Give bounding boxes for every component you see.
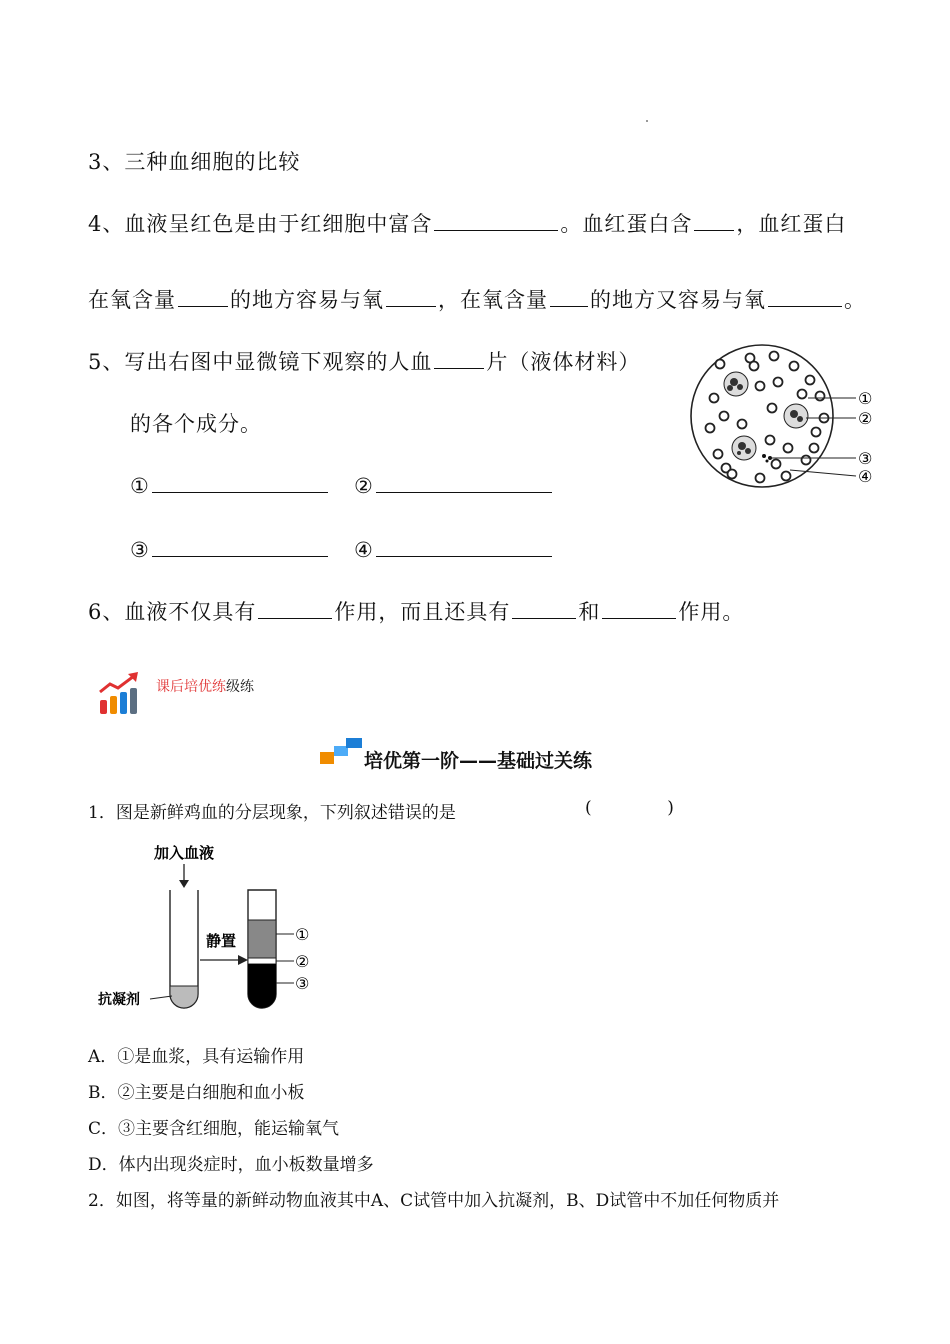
red-blood-cell	[756, 474, 765, 483]
red-blood-cell	[806, 376, 815, 385]
red-blood-cell	[738, 420, 747, 429]
tube-label-stand: 静置	[206, 932, 237, 950]
step-icon	[320, 736, 364, 768]
red-blood-cell	[770, 352, 779, 361]
red-blood-cell	[774, 378, 783, 387]
red-blood-cell	[716, 360, 725, 369]
blank-component-3[interactable]	[152, 534, 328, 557]
blank-component-4[interactable]	[376, 534, 552, 557]
q5-answer-3	[130, 534, 330, 562]
option-d[interactable]: D．体内出现炎症时，血小板数量增多	[88, 1155, 374, 1175]
option-a[interactable]: A．①是血浆，具有运输作用	[88, 1047, 305, 1067]
red-blood-cell	[798, 390, 807, 399]
section-heading	[156, 676, 254, 696]
red-blood-cell	[816, 392, 825, 401]
q4-text-4: 在氧含量	[88, 288, 176, 312]
red-blood-cell	[714, 450, 723, 459]
stage-title: 培优第一阶——基础过关练	[364, 750, 593, 772]
red-blood-cell	[706, 424, 715, 433]
q6-text-4: 作用。	[678, 600, 745, 624]
q5-answer-2	[354, 470, 554, 498]
growth-chart-icon	[98, 670, 142, 716]
q5-marker-2: ②	[354, 474, 374, 498]
q5-marker-3: ③	[130, 538, 150, 562]
page-dot	[646, 120, 648, 122]
red-blood-cell	[812, 428, 821, 437]
q4-text-7: 的地方又容易与氧	[590, 288, 766, 312]
red-blood-cell	[728, 470, 737, 479]
question-6	[88, 596, 744, 626]
blank-function-2[interactable]	[512, 596, 576, 619]
q6-text-3: 和	[578, 600, 601, 624]
red-blood-cell	[720, 412, 729, 421]
q5-answer-1	[130, 470, 330, 498]
blank-component-1[interactable]	[152, 470, 328, 493]
q5-text-1: 5、写出右图中显微镜下观察的人血	[88, 350, 433, 374]
blank-component-2[interactable]	[376, 470, 552, 493]
tube-label-add-blood: 加入血液	[154, 844, 215, 862]
red-blood-cell	[710, 394, 719, 403]
blank-function-3[interactable]	[602, 596, 676, 619]
problem-2-stem: 2．如图，将等量的新鲜动物血液其中A、C试管中加入抗凝剂，B、D试管中不加任何物质并	[88, 1191, 780, 1211]
blank-hemoglobin[interactable]	[434, 208, 558, 231]
smear-label-1: ①	[858, 389, 873, 408]
blank-function-1[interactable]	[258, 596, 332, 619]
question-5-line-1	[88, 346, 640, 376]
tube-layer-label-1: ①	[295, 925, 310, 944]
section-heading-red: 课后培优练	[156, 679, 226, 695]
smear-label-4: ④	[858, 467, 873, 486]
q4-text-8: 。	[844, 288, 866, 312]
blank-separate[interactable]	[768, 284, 842, 307]
blank-high-oxygen[interactable]	[178, 284, 228, 307]
option-c[interactable]: C．③主要含红细胞，能运输氧气	[88, 1119, 340, 1139]
red-blood-cell	[782, 472, 791, 481]
q4-text-1: 4、血液呈红色是由于红细胞中富含	[88, 212, 433, 236]
red-blood-cell	[772, 460, 781, 469]
blood-tube-figure	[92, 836, 332, 1016]
red-blood-cell	[766, 436, 775, 445]
smear-label-2: ②	[858, 409, 873, 428]
blank-smear[interactable]	[434, 346, 484, 369]
problem-1-stem: 1．图是新鲜鸡血的分层现象，下列叙述错误的是	[88, 803, 456, 823]
tube-layer-label-3: ③	[295, 974, 310, 993]
q4-text-2: 。血红蛋白含	[560, 212, 693, 236]
question-3: 3、三种血细胞的比较	[88, 150, 301, 174]
tube-label-anticoagulant: 抗凝剂	[98, 992, 140, 1008]
q5-marker-4: ④	[354, 538, 374, 562]
q4-text-6: ，在氧含量	[438, 288, 548, 312]
blank-combine[interactable]	[386, 284, 436, 307]
red-blood-cell	[802, 456, 811, 465]
q4-text-5: 的地方容易与氧	[230, 288, 384, 312]
q6-text-1: 6、血液不仅具有	[88, 600, 257, 624]
option-b[interactable]: B．②主要是白细胞和血小板	[88, 1083, 305, 1103]
smear-label-3: ③	[858, 449, 873, 468]
blank-low-oxygen[interactable]	[550, 284, 588, 307]
tube-layer-label-2: ②	[295, 952, 310, 971]
blank-element[interactable]	[694, 208, 734, 231]
q4-text-3: ，血红蛋白	[736, 212, 847, 236]
q5-answer-4	[354, 534, 554, 562]
red-blood-cell	[750, 362, 759, 371]
red-blood-cell	[810, 444, 819, 453]
question-5-line-2: 的各个成分。	[130, 412, 262, 436]
red-blood-cell	[790, 362, 799, 371]
red-blood-cell	[768, 404, 777, 413]
blood-smear-figure	[690, 336, 890, 496]
q5-text-2: 片（液体材料）	[486, 350, 641, 374]
section-heading-dark: 级练	[226, 679, 254, 695]
question-4-line-1	[88, 208, 846, 238]
red-blood-cell	[784, 444, 793, 453]
problem-1-answer-paren[interactable]: ( )	[585, 798, 674, 818]
q6-text-2: 作用，而且还具有	[334, 600, 511, 624]
q5-marker-1: ①	[130, 474, 150, 498]
question-4-line-2	[88, 284, 866, 314]
red-blood-cell	[756, 382, 765, 391]
